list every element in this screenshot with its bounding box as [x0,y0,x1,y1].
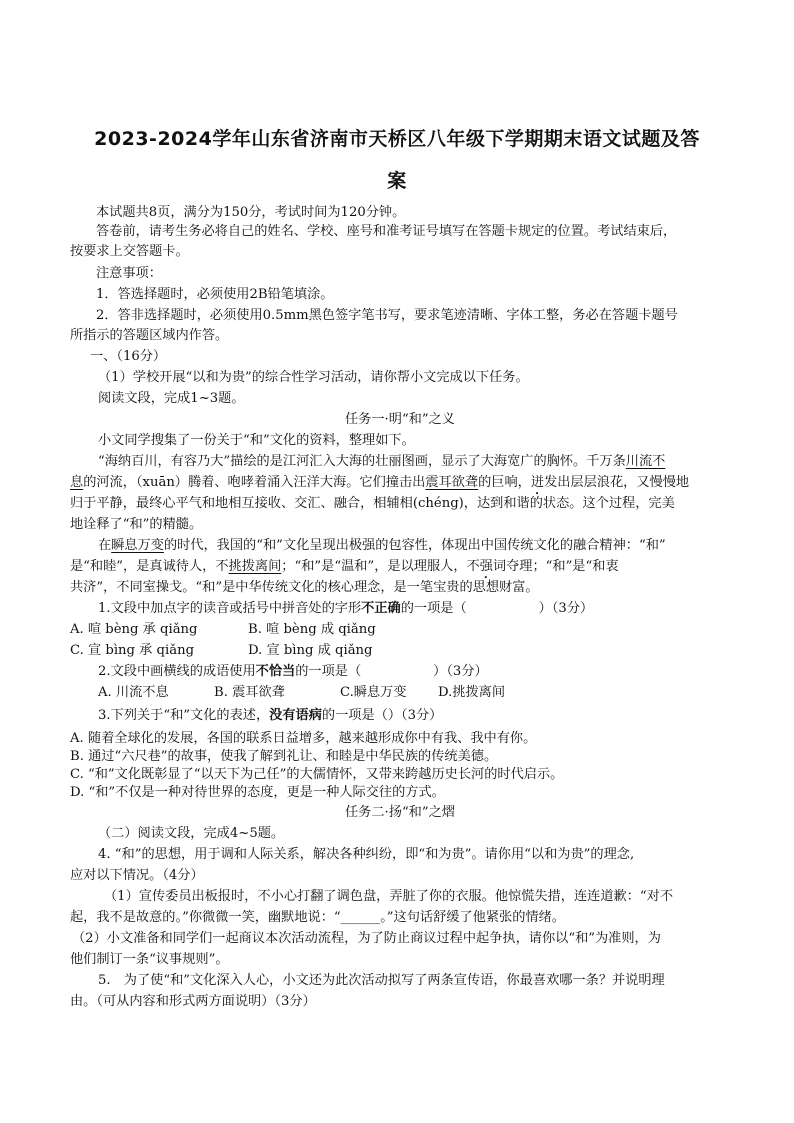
q3-option-c[interactable]: C. “和”文化既彰显了“以天下为己任”的大儒情怀，又带来跨越历史长河的时代启示。 [70,767,564,782]
passage-para-3-line-1: 在瞬息万变的时代，我国的“和”文化呈现出极强的包容性，体现出中国传统文化的融合精神：“和” [98,538,666,553]
q3-option-b[interactable]: B. 通过“六尺巷”的故事，使我了解到礼让、和睦是中华民族的传统美德。 [70,749,498,764]
question-3-stem: 3.下列关于“和”文化的表述，没有语病的一项是（）（3分） [98,708,443,723]
task-1-title: 任务一·明“和”之义 [345,412,455,427]
passage-para-2-line-1: “海纳百川，有容乃大”描绘的是江河汇入大海的壮丽图画，显示了大海宽广的胸怀。千万条川流不 [98,454,666,469]
question-4-part-2-line-1: （2）小文准备和同学们一起商议本次活动流程，为了防止商议过程中起争执，请你以“和”为准则，为 [72,931,661,946]
question-4-stem-line-2: 应对以下情况。（4分） [70,868,204,883]
note-2-line-2: 所指示的答题区域内作答。 [70,328,229,343]
question-4-part-1-line-1: （1）宣传委员出板报时，不小心打翻了调色盘，弄脏了你的衣服。他惊慌失措，连连道歉：“对不 [104,889,674,904]
question-2-options [70,683,758,703]
read-instruction-2: （二）阅读文段，完成4~5题。 [98,826,285,841]
q1-option-b[interactable]: B. 喧 bèng 成 qiǎng [248,622,376,637]
question-1-options-row-2 [70,641,730,661]
question-5-stem-line-2: 由。（可从内容和形式两方面说明）（3分） [70,994,316,1009]
question-5-stem-line-1: 5. 为了使“和”文化深入人心，小文还为此次活动拟写了两条宣传语，你最喜欢哪一条？并说明理 [98,973,665,988]
passage-para-3-line-2: 是“和睦”，是真诚待人，不挑拨离间；“和”是“温和”，是以理服人，不强词夺理；“和”是“和衷 [70,559,619,574]
notes-heading: 注意事项： [96,266,162,281]
question-4-part-1-line-2: 起，我不是故意的。”你微微一笑，幽默地说：“______。”这句话舒缓了他紧张的情绪。 [70,910,565,925]
note-2-line-1: 2．答非选择题时，必须使用0.5mm黑色签字笔书写，要求笔迹清晰、字体工整，务必在答题卡题号 [96,308,678,323]
section-1-heading: 一、（16分） [90,349,167,364]
section-1-task-intro: （1）学校开展“以和为贵”的综合性学习活动，请你帮小文完成以下任务。 [98,370,529,385]
q2-option-a[interactable]: A. 川流不息 [98,685,169,700]
document-title-line-2: 案 [387,170,407,192]
intro-exam-info: 本试题共8页，满分为150分，考试时间为120分钟。 [96,205,406,220]
q3-option-a[interactable]: A. 随着全球化的发展，各国的联系日益增多，越来越形成你中有我、我中有你。 [70,731,537,746]
passage-para-2-line-2: 息的河流，（xuān）腾着、咆哮着涌入汪洋大海。它们撞击出震耳欲聋的巨响，迸发出层层浪花，又慢慢地 [70,475,690,490]
q1-option-d[interactable]: D. 宣 bìng 成 qiǎng [248,643,373,658]
question-2-stem: 2.文段中画横线的成语使用不恰当的一项是（ ）（3分） [98,664,488,679]
intro-instruction-line-2: 按要求上交答题卡。 [70,244,189,259]
passage-para-1: 小文同学搜集了一份关于“和”文化的资料，整理如下。 [98,433,415,448]
q1-option-a[interactable]: A. 喧 bèng 承 qiǎng [70,622,198,637]
passage-para-3-line-3: 共济”，不同室操戈。“和”是中华传统文化的核心理念，是一笔宝贵的思想财富。 [70,580,539,595]
q1-option-c[interactable]: C. 宣 bìng 承 qiǎng [70,643,195,658]
read-instruction-1: 阅读文段，完成1~3题。 [98,391,245,406]
question-1-stem: 1.文段中加点字的读音或括号中拼音处的字形不正确的一项是（ ）（3分） [98,601,594,616]
q3-option-d[interactable]: D. “和”不仅是一种对待世界的态度，更是一种人际交往的方式。 [70,785,445,800]
q2-option-c[interactable]: C.瞬息万变 [340,685,407,700]
document-title-line-1: 2023-2024学年山东省济南市天桥区八年级下学期期末语文试题及答 [94,128,700,150]
question-4-stem-line-1: 4. “和”的思想，用于调和人际关系，解决各种纠纷，即“和为贵”。请你用“以和为贵”的理念, [98,847,635,862]
question-1-options-row-1 [70,620,730,640]
intro-instruction-line-1: 答卷前，请考生务必将自己的姓名、学校、座号和准考证号填写在答题卡规定的位置。考试结束后， [96,224,677,239]
passage-para-2-line-3: 归于平静，最终心平气和地相互接收、交汇、融合，相辅相(chéng)，达到和谐的状态。这个过程，完美 [70,496,675,511]
q2-option-b[interactable]: B. 震耳欲聋 [214,685,285,700]
note-1: 1．答选择题时，必须使用2B铅笔填涂。 [96,287,334,302]
question-4-part-2-line-2: 他们制订一条“议事规则”。 [70,952,229,967]
task-2-title: 任务二·扬“和”之熠 [345,805,455,820]
q2-option-d[interactable]: D.挑拨离间 [438,685,506,700]
passage-para-2-line-4: 地诠释了“和”的精髓。 [70,517,203,532]
